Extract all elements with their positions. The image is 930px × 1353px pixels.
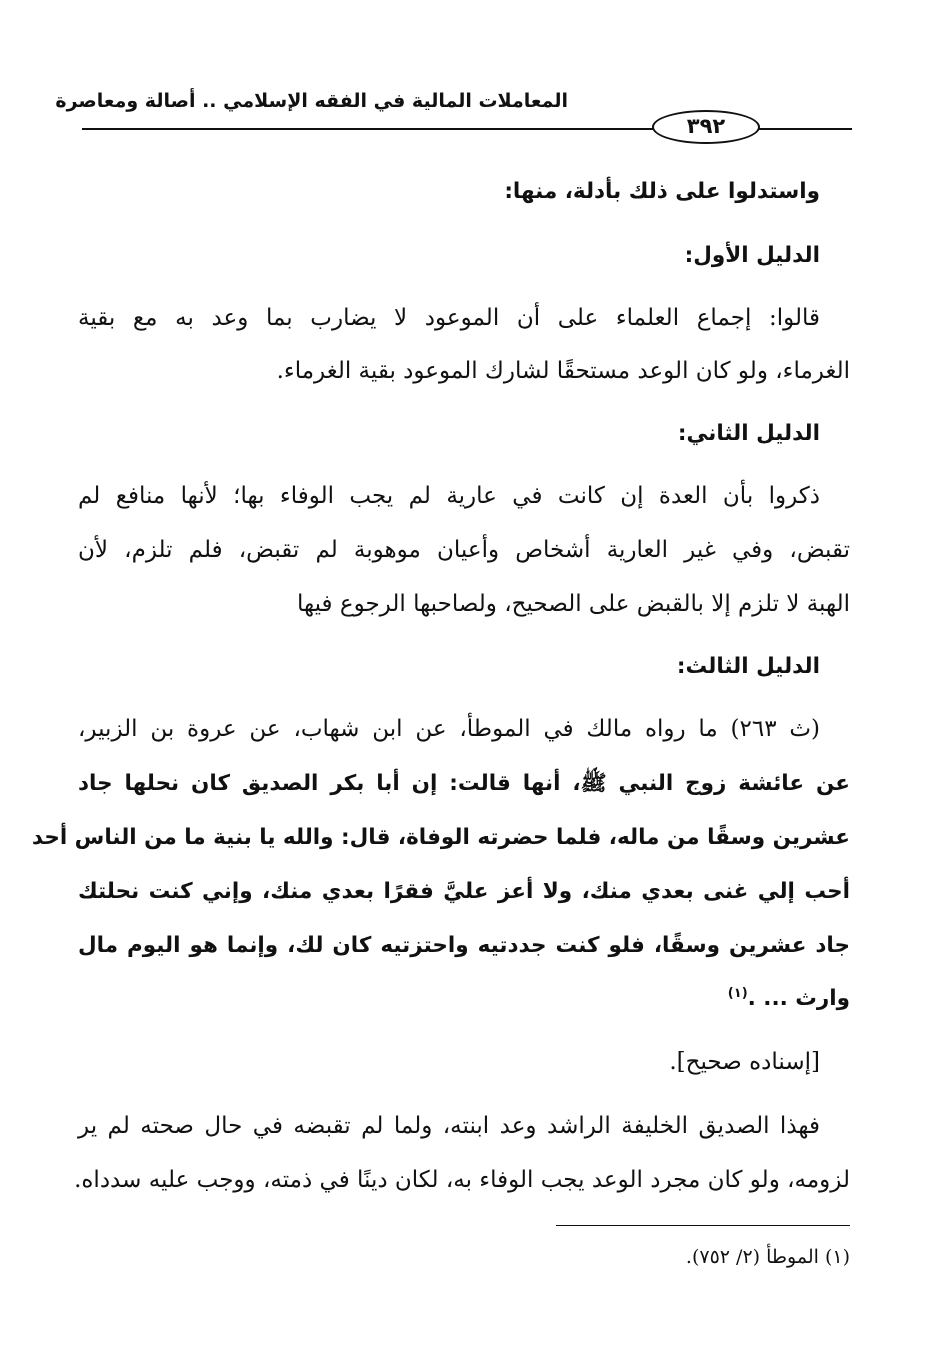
isnad-grading: [إسناده صحيح]. <box>669 1049 820 1075</box>
running-header-title: المعاملات المالية في الفقه الإسلامي .. أصالة ومعاصرة <box>55 90 568 112</box>
body-line: تقبض، وفي غير العارية أشخاص وأعيان موهوبة لم تقبض، فلم تلزم، لأن <box>78 537 850 563</box>
heading-second-evidence: الدليل الثاني: <box>677 421 820 446</box>
hadith-line: عشرين وسقًا من ماله، فلما حضرته الوفاة، قال: والله يا بنية ما من الناس أحد <box>31 825 850 850</box>
hadith-line: جاد عشرين وسقًا، فلو كنت جددتيه واحتزتيه كان لك، وإنما هو اليوم مال <box>78 933 850 958</box>
footnote-text: (١) الموطأ (٢/ ٧٥٢). <box>685 1246 850 1268</box>
heading-third-evidence: الدليل الثالث: <box>676 654 820 679</box>
page-number-badge: ٣٩٢ <box>652 110 760 144</box>
footnote-marker: (١) <box>727 985 748 1001</box>
footnote-rule <box>556 1225 850 1226</box>
body-line: الغرماء، ولو كان الوعد مستحقًا لشارك الموعود بقية الغرماء. <box>276 358 850 384</box>
heading-first-evidence: الدليل الأول: <box>684 243 820 268</box>
hadith-line: عن عائشة زوج النبي ﷺ، أنها قالت: إن أبا بكر الصديق كان نحلها جاد <box>78 771 850 796</box>
body-line: لزومه، ولو كان مجرد الوعد يجب الوفاء به، لكان دينًا في ذمته، ووجب عليه سدداه. <box>74 1167 850 1193</box>
body-line: الهبة لا تلزم إلا بالقبض على الصحيح، ولصاحبها الرجوع فيها <box>296 591 850 617</box>
hadith-line: أحب إلي غنى بعدي منك، ولا أعز عليَّ فقرًا بعدي منك، وإني كنت نحلتك <box>78 879 850 904</box>
hadith-line-end <box>78 975 850 1023</box>
hadith-line: (ث ٢٦٣) ما رواه مالك في الموطأ، عن ابن شهاب، عن عروة بن الزبير، <box>78 716 821 742</box>
intro-line: واستدلوا على ذلك بأدلة، منها: <box>504 179 820 204</box>
body-line: قالوا: إجماع العلماء على أن الموعود لا يضارب بما وعد به مع بقية <box>78 305 820 331</box>
hadith-closing-text: وارث ... . <box>747 986 850 1011</box>
body-line: فهذا الصديق الخليفة الراشد وعد ابنته، ولما لم تقبضه في حال صحته لم ير <box>78 1113 820 1139</box>
body-line: ذكروا بأن العدة إن كانت في عارية لم يجب الوفاء بها؛ لأنها منافع لم <box>78 483 820 509</box>
